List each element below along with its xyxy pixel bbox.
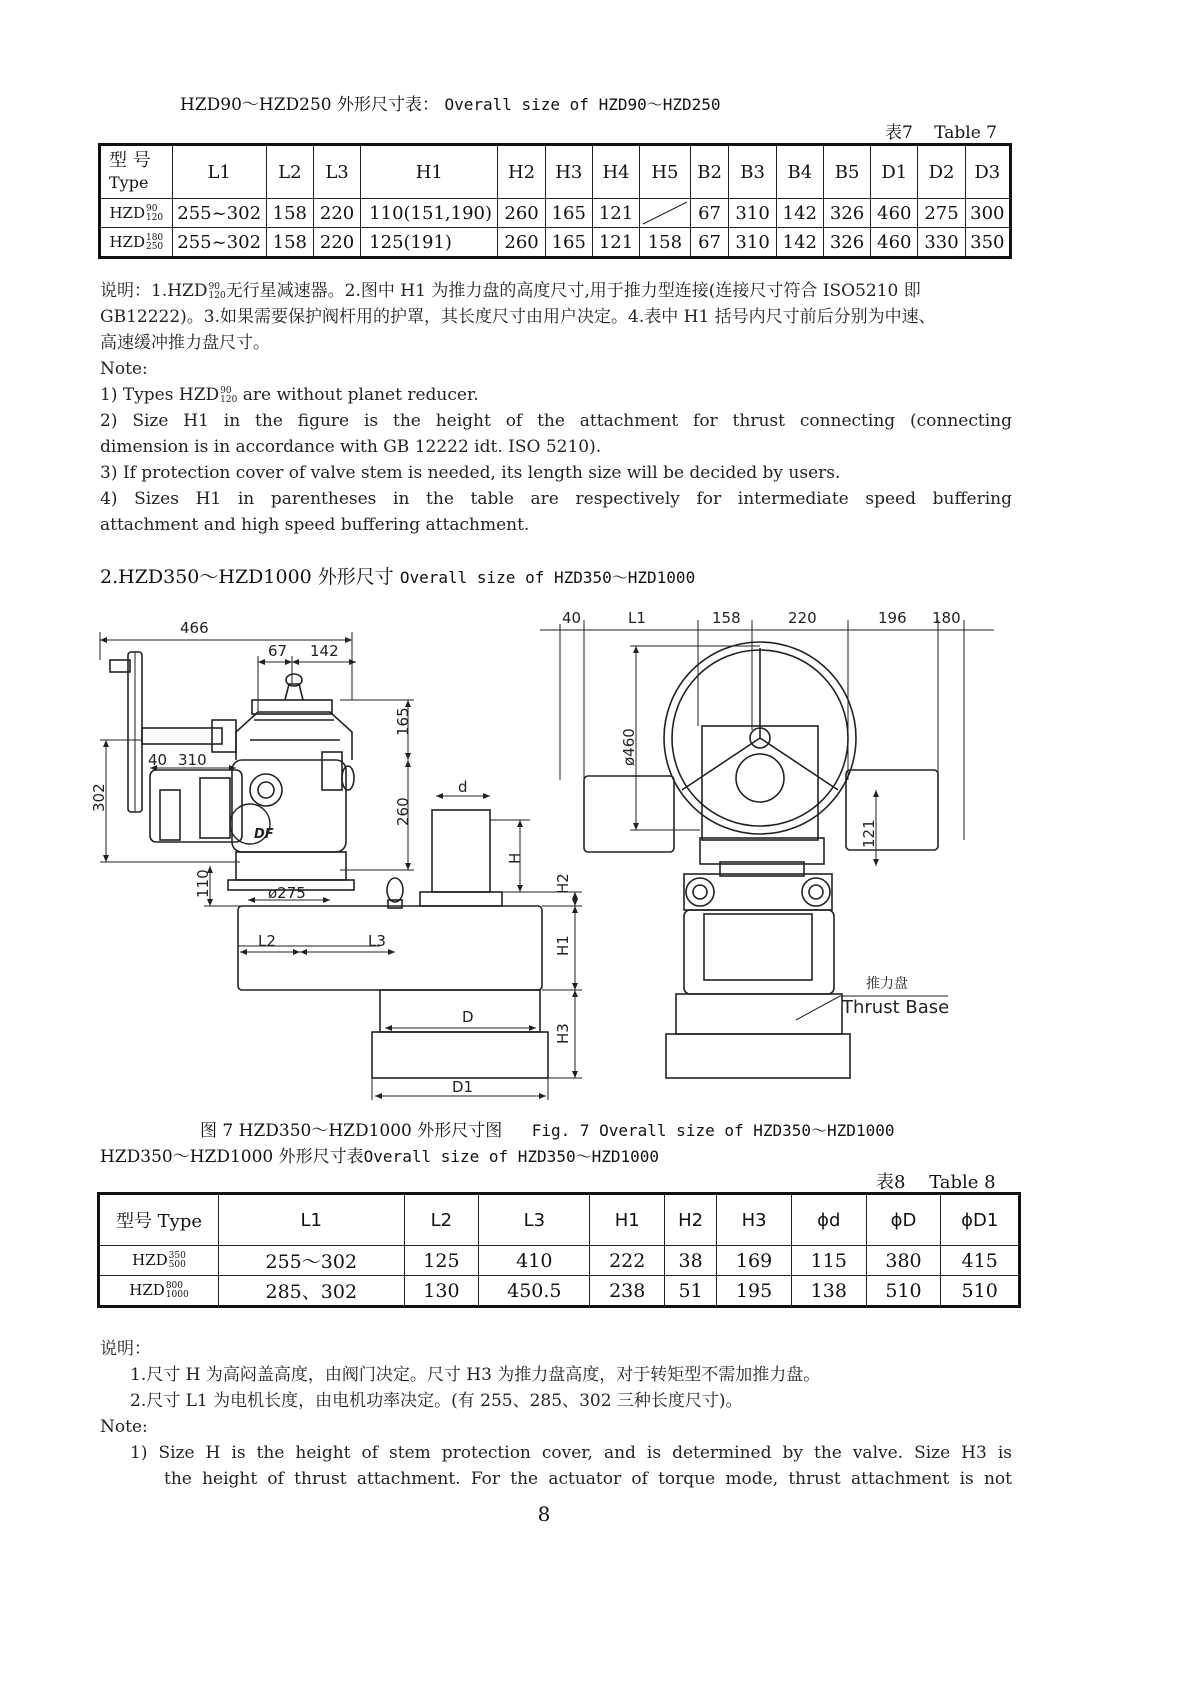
table-row bbox=[100, 228, 1011, 258]
rdim-40: 40 bbox=[562, 609, 582, 627]
dim-466: 466 bbox=[180, 619, 209, 637]
table7-header-d3: D3 bbox=[965, 145, 1010, 199]
table7-model-cell: HZD180 250 bbox=[100, 228, 173, 258]
dim-110: 110 bbox=[194, 869, 212, 898]
table8-type-header: 型号 Type bbox=[99, 1194, 219, 1246]
en1-prefix: 1) Types HZD bbox=[100, 385, 220, 405]
table-cell: 130 bbox=[404, 1276, 479, 1307]
table-cell: 326 bbox=[823, 228, 870, 258]
table8-title-en: Overall size of HZD350～HZD1000 bbox=[363, 1147, 660, 1166]
table7-header-b2: B2 bbox=[690, 145, 729, 199]
table-cell: 110(151,190) bbox=[361, 199, 498, 228]
type-label-cn: 型 号 bbox=[109, 150, 151, 171]
table-cell: 165 bbox=[545, 228, 592, 258]
thrust-label-cn: 推力盘 bbox=[866, 976, 908, 992]
table8-header: ϕd bbox=[791, 1194, 866, 1246]
table-cell: 67 bbox=[690, 228, 729, 258]
section2-heading-en: Overall size of HZD350～HZD1000 bbox=[399, 568, 696, 587]
table7-header-l3: L3 bbox=[313, 145, 360, 199]
dim-67: 67 bbox=[268, 642, 288, 660]
notes1-en1 bbox=[100, 382, 1012, 408]
table-cell: 510 bbox=[941, 1276, 1020, 1307]
table-cell: 195 bbox=[717, 1276, 792, 1307]
figure7-caption bbox=[200, 1116, 894, 1141]
table8-header: L3 bbox=[479, 1194, 590, 1246]
table-row bbox=[99, 1276, 1020, 1307]
table-cell: 310 bbox=[729, 228, 776, 258]
dim-310: 310 bbox=[178, 751, 207, 769]
notes1 bbox=[100, 278, 1012, 538]
sup: 90 bbox=[208, 281, 220, 292]
table7-number bbox=[885, 118, 997, 143]
table-cell: 142 bbox=[776, 228, 823, 258]
notes2-cn2: 2.尺寸 L1 为电机长度，由电机功率决定。(有 255、285、302 三种长度尺寸)。 bbox=[130, 1391, 743, 1411]
dim-H2: H2 bbox=[554, 873, 572, 894]
table7-header-d2: D2 bbox=[918, 145, 965, 199]
notes1-en3: 3) If protection cover of valve stem is needed, its length size will be decided by users. bbox=[100, 463, 841, 483]
page-number: 8 bbox=[537, 1502, 551, 1526]
table7-type-header bbox=[100, 145, 173, 199]
notes1-en2-line2: dimension is in accordance with GB 12222 idt. ISO 5210). bbox=[100, 437, 602, 457]
table7-header-h2: H2 bbox=[498, 145, 545, 199]
table-row bbox=[99, 1246, 1020, 1276]
table-cell: 67 bbox=[690, 199, 729, 228]
dim-142: 142 bbox=[310, 642, 339, 660]
table8 bbox=[97, 1192, 1021, 1308]
dim-L2: L2 bbox=[258, 932, 276, 950]
table-cell: 121 bbox=[592, 228, 639, 258]
table-cell: 115 bbox=[791, 1246, 866, 1276]
caption-cn: 图 7 HZD350～HZD1000 外形尺寸图 bbox=[200, 1121, 503, 1141]
en1-suffix: are without planet reducer. bbox=[237, 385, 479, 405]
table-cell: 510 bbox=[866, 1276, 941, 1307]
table-cell: 138 bbox=[791, 1276, 866, 1307]
table8-header: H1 bbox=[590, 1194, 665, 1246]
table-cell: 255~302 bbox=[172, 199, 266, 228]
table-cell: 255~302 bbox=[172, 228, 266, 258]
table7-header-d1: D1 bbox=[871, 145, 918, 199]
sub: 120 bbox=[220, 394, 238, 405]
table7-header-h4: H4 bbox=[592, 145, 639, 199]
table-row bbox=[100, 199, 1011, 228]
table7-number-en: Table 7 bbox=[934, 123, 997, 143]
table-cell: 222 bbox=[590, 1246, 665, 1276]
table7-header-h1: H1 bbox=[361, 145, 498, 199]
table-cell: 460 bbox=[871, 199, 918, 228]
table7-header-b3: B3 bbox=[729, 145, 776, 199]
table8-header-row bbox=[99, 1194, 1020, 1246]
table8-model-cell: HZD350 500 bbox=[99, 1246, 219, 1276]
notes1-cn-prefix: 说明：1.HZD bbox=[100, 281, 208, 301]
notes2-en1-line2: the height of thrust attachment. For the actuator of torque mode, thrust attachment is not bbox=[164, 1469, 1012, 1489]
table8-number-en: Table 8 bbox=[929, 1172, 996, 1193]
table-cell: 285、302 bbox=[219, 1276, 405, 1307]
table-cell: 158 bbox=[266, 228, 313, 258]
left-dim-labels bbox=[90, 619, 572, 1096]
table7-title-cn: HZD90～HZD250 外形尺寸表： bbox=[180, 95, 440, 115]
table8-header: L2 bbox=[404, 1194, 479, 1246]
table8-header: L1 bbox=[219, 1194, 405, 1246]
notes1-cn-rest: 无行星减速器。2.图中 H1 为推力盘的高度尺寸,用于推力型连接(连接尺寸符合 ISO5210 即 bbox=[225, 281, 921, 301]
dim-H3: H3 bbox=[554, 1023, 572, 1044]
table-cell: 260 bbox=[498, 228, 545, 258]
notes1-cn-supsub bbox=[209, 283, 226, 301]
table-cell: 169 bbox=[717, 1246, 792, 1276]
table-cell: 350 bbox=[965, 228, 1010, 258]
dim-D1: D1 bbox=[452, 1078, 474, 1096]
table7-title bbox=[180, 90, 721, 115]
dim-D: D bbox=[462, 1008, 474, 1026]
table-cell: 460 bbox=[871, 228, 918, 258]
table7-number-cn: 表7 bbox=[885, 123, 913, 143]
notes1-cn-line3: 高速缓冲推力盘尺寸。 bbox=[100, 333, 270, 353]
notes1-en2-line1: 2) Size H1 in the figure is the height of the attachment for thrust connecting (connecting bbox=[100, 411, 1012, 431]
rdim-220: 220 bbox=[788, 609, 817, 627]
table-cell: 330 bbox=[918, 228, 965, 258]
table8-header: ϕD1 bbox=[941, 1194, 1020, 1246]
table-cell: 165 bbox=[545, 199, 592, 228]
notes1-cn-line2: GB12222)。3.如果需要保护阀杆用的护罩，其长度尺寸由用户决定。4.表中 H1 括号内尺寸前后分别为中速、 bbox=[100, 307, 936, 327]
table8-header: H3 bbox=[717, 1194, 792, 1246]
dim-d: d bbox=[458, 778, 468, 796]
dim-40: 40 bbox=[148, 751, 168, 769]
table7-header-h3: H3 bbox=[545, 145, 592, 199]
table-cell: 51 bbox=[665, 1276, 717, 1307]
rdim-121: 121 bbox=[860, 819, 878, 848]
table7-header-row bbox=[100, 145, 1011, 199]
dim-L3: L3 bbox=[368, 932, 386, 950]
notes2 bbox=[100, 1336, 1012, 1492]
table-cell: 275 bbox=[918, 199, 965, 228]
table-cell: 415 bbox=[941, 1246, 1020, 1276]
table8-number-cn: 表8 bbox=[876, 1172, 906, 1193]
table-cell: 260 bbox=[498, 199, 545, 228]
notes1-en4-line1: 4) Sizes H1 in parentheses in the table are respectively for intermediate speed buffering bbox=[100, 489, 1012, 509]
table-cell: 125 bbox=[404, 1246, 479, 1276]
rdim-L1: L1 bbox=[628, 609, 646, 627]
table7-header-l2: L2 bbox=[266, 145, 313, 199]
table-cell: 300 bbox=[965, 199, 1010, 228]
table8-header: H2 bbox=[665, 1194, 717, 1246]
table-cell: 220 bbox=[313, 228, 360, 258]
table7-header-l1: L1 bbox=[172, 145, 266, 199]
caption-en: Fig. 7 Overall size of HZD350～HZD1000 bbox=[531, 1121, 895, 1140]
dim-H: H bbox=[506, 852, 524, 864]
table7-title-en: Overall size of HZD90～HZD250 bbox=[444, 95, 721, 114]
dim-302: 302 bbox=[90, 783, 108, 812]
table-cell: 450.5 bbox=[479, 1276, 590, 1307]
table7-model-cell: HZD90 120 bbox=[100, 199, 173, 228]
sup: 90 bbox=[220, 385, 232, 396]
table-cell-empty bbox=[640, 199, 691, 228]
df-logo: DF bbox=[254, 827, 274, 842]
table7-header-h5: H5 bbox=[640, 145, 691, 199]
rdim-460: ø460 bbox=[620, 728, 638, 766]
table8-model-cell: HZD800 1000 bbox=[99, 1276, 219, 1307]
sub: 120 bbox=[208, 290, 226, 301]
table7-header-b5: B5 bbox=[823, 145, 870, 199]
table7 bbox=[98, 143, 1012, 259]
dim-275: ø275 bbox=[268, 884, 306, 902]
table8-header: ϕD bbox=[866, 1194, 941, 1246]
table7-header-b4: B4 bbox=[776, 145, 823, 199]
notes2-en1-line1: 1) Size H is the height of stem protection cover, and is determined by the valve. Size H3 is bbox=[130, 1443, 1012, 1463]
notes2-label-cn: 说明： bbox=[100, 1339, 151, 1359]
table-cell: 238 bbox=[590, 1276, 665, 1307]
table-cell: 380 bbox=[866, 1246, 941, 1276]
notes1-cn-line1 bbox=[100, 278, 1012, 304]
notes1-note-label: Note: bbox=[100, 359, 148, 379]
table-cell: 121 bbox=[592, 199, 639, 228]
thrust-label-en: Thrust Base bbox=[842, 997, 950, 1018]
rdim-158: 158 bbox=[712, 609, 741, 627]
table-cell: 38 bbox=[665, 1246, 717, 1276]
rdim-196: 196 bbox=[878, 609, 907, 627]
table-cell: 158 bbox=[640, 228, 691, 258]
table-cell: 326 bbox=[823, 199, 870, 228]
table-cell: 142 bbox=[776, 199, 823, 228]
section2-heading bbox=[100, 562, 695, 589]
rdim-180: 180 bbox=[932, 609, 961, 627]
notes2-note-label: Note: bbox=[100, 1417, 148, 1437]
table8-title bbox=[100, 1142, 659, 1167]
dim-H1: H1 bbox=[554, 935, 572, 956]
left-view bbox=[100, 632, 582, 1100]
type-label-en: Type bbox=[109, 173, 149, 192]
notes2-cn1: 1.尺寸 H 为高闷盖高度，由阀门决定。尺寸 H3 为推力盘高度，对于转矩型不需加推力盘。 bbox=[130, 1365, 821, 1385]
dim-260: 260 bbox=[394, 797, 412, 826]
table8-number bbox=[876, 1168, 996, 1194]
en1-supsub bbox=[220, 387, 237, 405]
table-cell: 158 bbox=[266, 199, 313, 228]
table-cell: 410 bbox=[479, 1246, 590, 1276]
table-cell: 255～302 bbox=[219, 1246, 405, 1276]
right-dim-labels bbox=[562, 609, 961, 1018]
table-cell: 220 bbox=[313, 199, 360, 228]
table8-title-cn: HZD350～HZD1000 外形尺寸表 bbox=[100, 1147, 364, 1167]
section2-heading-cn: 2.HZD350～HZD1000 外形尺寸 bbox=[100, 566, 394, 588]
dim-165: 165 bbox=[394, 707, 412, 736]
figure7-drawing bbox=[0, 600, 1200, 1100]
table-cell: 125(191) bbox=[361, 228, 498, 258]
notes1-en4-line2: attachment and high speed buffering attachment. bbox=[100, 515, 530, 535]
table-cell: 310 bbox=[729, 199, 776, 228]
